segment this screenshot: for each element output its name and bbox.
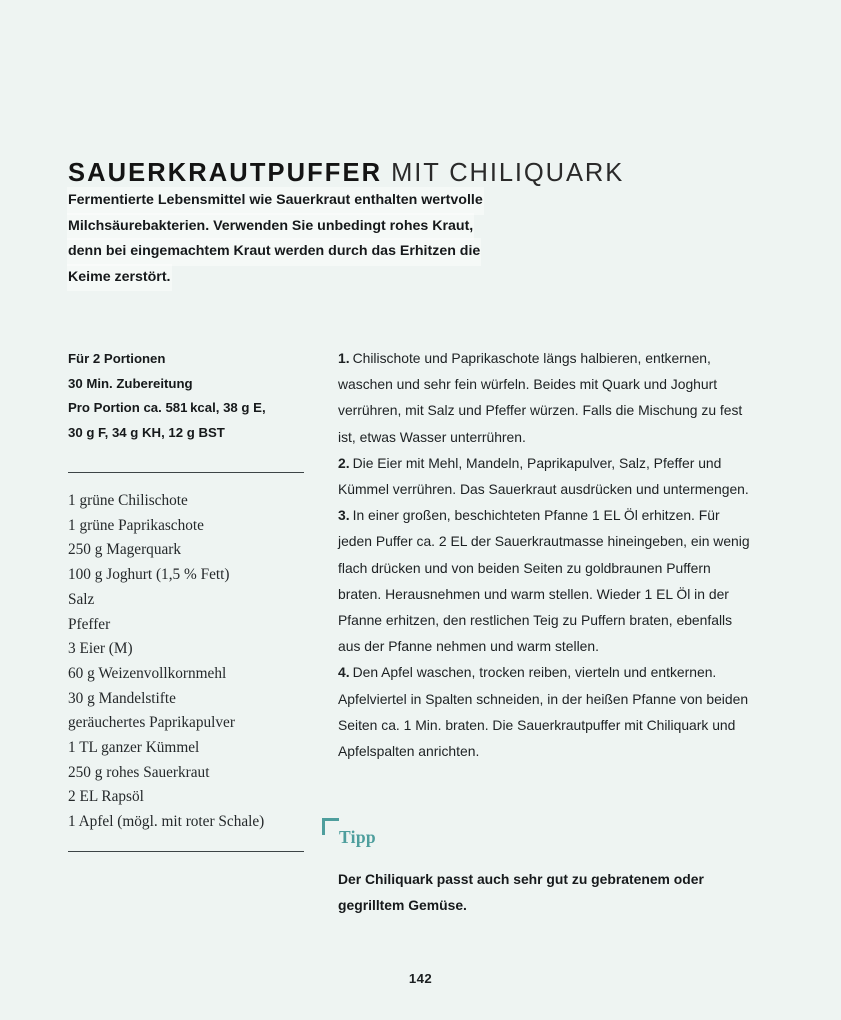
recipe-step [338, 502, 756, 659]
title-sub: MIT CHILIQUARK [391, 159, 625, 188]
list-item: 1 grüne Chilischote [68, 492, 188, 509]
tip-text: Der Chiliquark passt auch sehr gut zu gebratenem oder gegrilltem Gemüse. [338, 871, 704, 913]
step-text: Chilischote und Paprikaschote längs halbieren, entkernen, waschen und sehr fein würfeln. Beides mit Quark und Joghurt verrühren, mit Salz und Pfeffer würzen. Falls die Mischung zu fest ist, etwas Wasser unterrühren. [338, 350, 743, 445]
list-item: 60 g Weizenvollkornmehl [68, 664, 227, 682]
ingredients-column [68, 347, 304, 852]
intro-line: Milchsäurebakterien. Verwenden Sie unbedingt rohes Kraut, [68, 214, 473, 240]
step-text: In einer großen, beschichteten Pfanne 1 EL Öl erhitzen. Für jeden Puffer ca. 2 EL der Sauerkrautmasse hineingeben, ein wenig flach drücken und von beiden Seiten zu goldbraunen Puffern braten. Herausnehmen und warm stellen. Wieder 1 EL Öl in der Pfanne erhitzen, den restlichen Teig zu Puffern braten, ebenfalls aus der Pfanne nehmen und warm stellen. [338, 507, 750, 655]
meta-nutrition-line-1: Pro Portion ca. 581 kcal, 38 g E, [68, 400, 266, 415]
list-item: 250 g rohes Sauerkraut [68, 763, 210, 781]
instructions-column [338, 345, 756, 764]
divider-top [68, 472, 304, 473]
step-number: 2. [338, 454, 350, 471]
list-item: 30 g Mandelstifte [68, 689, 176, 707]
list-item: 2 EL Rapsöl [68, 788, 144, 806]
list-item: 3 Eier (M) [68, 640, 133, 658]
meta-nutrition-line-2: 30 g F, 34 g KH, 12 g BST [68, 424, 225, 440]
list-item: Pfeffer [68, 615, 111, 633]
page-number: 142 [408, 971, 433, 986]
list-item: 100 g Joghurt (1,5 % Fett) [68, 566, 230, 584]
list-item: 1 grüne Paprikaschote [68, 516, 204, 534]
corner-bracket-icon [322, 818, 339, 835]
intro-line: Keime zerstört. [68, 265, 171, 291]
intro-paragraph [68, 188, 538, 290]
meta-servings: Für 2 Portionen [68, 351, 166, 366]
list-item: 1 TL ganzer Kümmel [68, 739, 200, 757]
step-number: 3. [338, 507, 350, 524]
title-main: SAUERKRAUTPUFFER [68, 159, 383, 188]
step-text: Die Eier mit Mehl, Mandeln, Paprikapulver, Salz, Pfeffer und Kümmel verrühren. Das Sauerkraut ausdrücken und untermengen. [338, 454, 749, 498]
intro-line: denn bei eingemachtem Kraut werden durch das Erhitzen die [68, 239, 480, 265]
page-title [68, 157, 788, 189]
tip-box [322, 818, 762, 918]
recipe-step [338, 659, 756, 764]
tip-label: Tipp [339, 827, 376, 847]
tip-header [322, 818, 762, 852]
list-item: 250 g Magerquark [68, 541, 181, 559]
intro-line: Fermentierte Lebensmittel wie Sauerkraut enthalten wertvolle [68, 188, 483, 214]
recipe-step [338, 450, 756, 502]
list-item: geräuchertes Paprikapulver [68, 714, 235, 732]
step-list [338, 345, 756, 764]
ingredient-list [68, 489, 304, 835]
list-item: Salz [68, 590, 95, 608]
recipe-step [338, 345, 756, 450]
step-number: 4. [338, 664, 350, 681]
meta-time: 30 Min. Zubereitung [68, 375, 193, 391]
recipe-meta [68, 347, 304, 445]
step-text: Den Apfel waschen, trocken reiben, vierteln und entkernen. Apfelviertel in Spalten schneiden, in der heißen Pfanne von beiden Seiten ca. 1 Min. braten. Die Sauerkrautpuffer mit Chiliquark und Apfelspalten anrichten. [338, 664, 749, 760]
divider-bottom [68, 851, 304, 852]
step-number: 1. [338, 350, 350, 366]
list-item: 1 Apfel (mögl. mit roter Schale) [68, 813, 265, 831]
